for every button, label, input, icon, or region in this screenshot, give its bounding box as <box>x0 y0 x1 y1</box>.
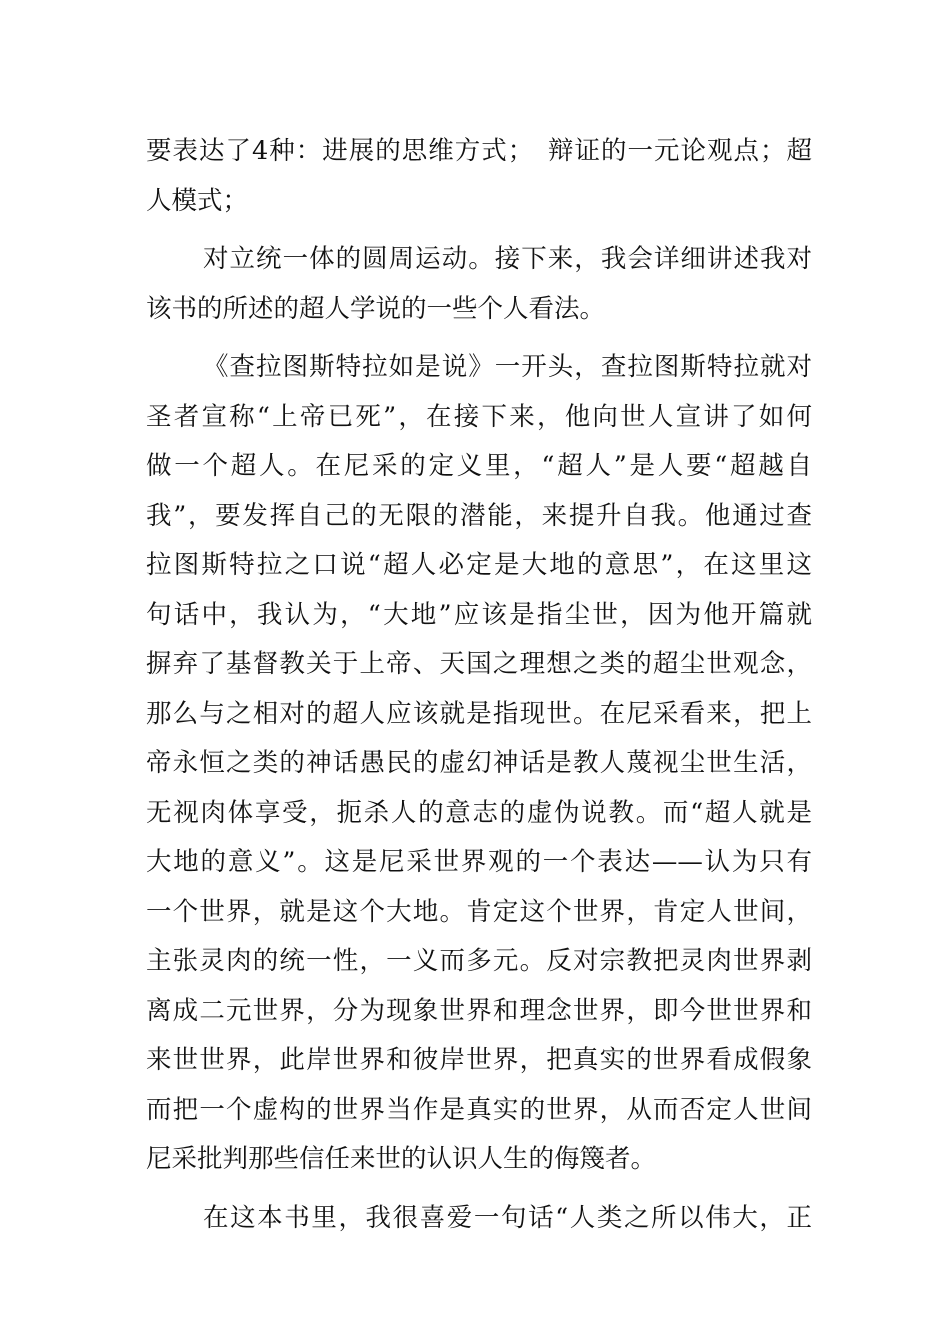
text-line: 尼采批判那些信任来世的认识人生的侮篾者。 <box>146 1144 657 1174</box>
text-line: 在这本书里，我很喜爱一句话“人类之所以伟大，正 <box>203 1202 812 1233</box>
paragraph <box>146 235 812 334</box>
text-line: 该书的所述的超人学说的一些个人看法。 <box>146 293 606 324</box>
text-line: 人模式； <box>146 185 249 216</box>
text-line: 对立统一体的圆周运动。接下来，我会详细讲述我对 <box>203 244 812 274</box>
paragraph <box>146 343 812 1185</box>
text-line: 《查拉图斯特拉如是说》一开头，查拉图斯特拉就对 <box>203 352 812 382</box>
paragraph <box>146 127 812 226</box>
text-line: 大地的意义”。这是尼采世界观的一个表达——认为只有 <box>146 847 812 877</box>
text-line: 离成二元世界，分为现象世界和理念世界，即今世世界和 <box>146 995 812 1026</box>
text-line: 句话中，我认为，“大地”应该是指尘世，因为他开篇就 <box>146 599 812 630</box>
text-line: 主张灵肉的统一性，一义而多元。反对宗教把灵肉世界剥 <box>146 946 812 976</box>
text-line: 帝永恒之类的神话愚民的虚幻神话是教人蔑视尘世生活， <box>146 748 812 778</box>
text-line: 做一个超人。在尼采的定义里，“超人”是人要“超越自 <box>146 451 812 481</box>
text-line: 拉图斯特拉之口说“超人必定是大地的意思”，在这里这 <box>146 550 812 580</box>
text-line: 我”，要发挥自己的无限的潜能，来提升自我。他通过查 <box>146 500 812 531</box>
paragraph <box>146 1194 812 1244</box>
text-line: 一个世界，就是这个大地。肯定这个世界，肯定人世间， <box>146 896 812 927</box>
text-line: 那么与之相对的超人应该就是指现世。在尼采看来，把上 <box>146 698 812 729</box>
text-line: 来世世界，此岸世界和彼岸世界，把真实的世界看成假象 <box>146 1045 812 1075</box>
text-line: 而把一个虚构的世界当作是真实的世界，从而否定人世间 <box>146 1094 812 1125</box>
text-line: 摒弃了基督教关于上帝、天国之理想之类的超尘世观念， <box>146 649 812 679</box>
body-text <box>146 127 812 1243</box>
text-line: 无视肉体享受，扼杀人的意志的虚伪说教。而“超人就是 <box>146 797 812 828</box>
text-line: 要表达了4种：进展的思维方式； 辩证的一元论观点；超 <box>146 136 812 166</box>
text-line: 圣者宣称“上帝已死”，在接下来，他向世人宣讲了如何 <box>146 401 812 432</box>
